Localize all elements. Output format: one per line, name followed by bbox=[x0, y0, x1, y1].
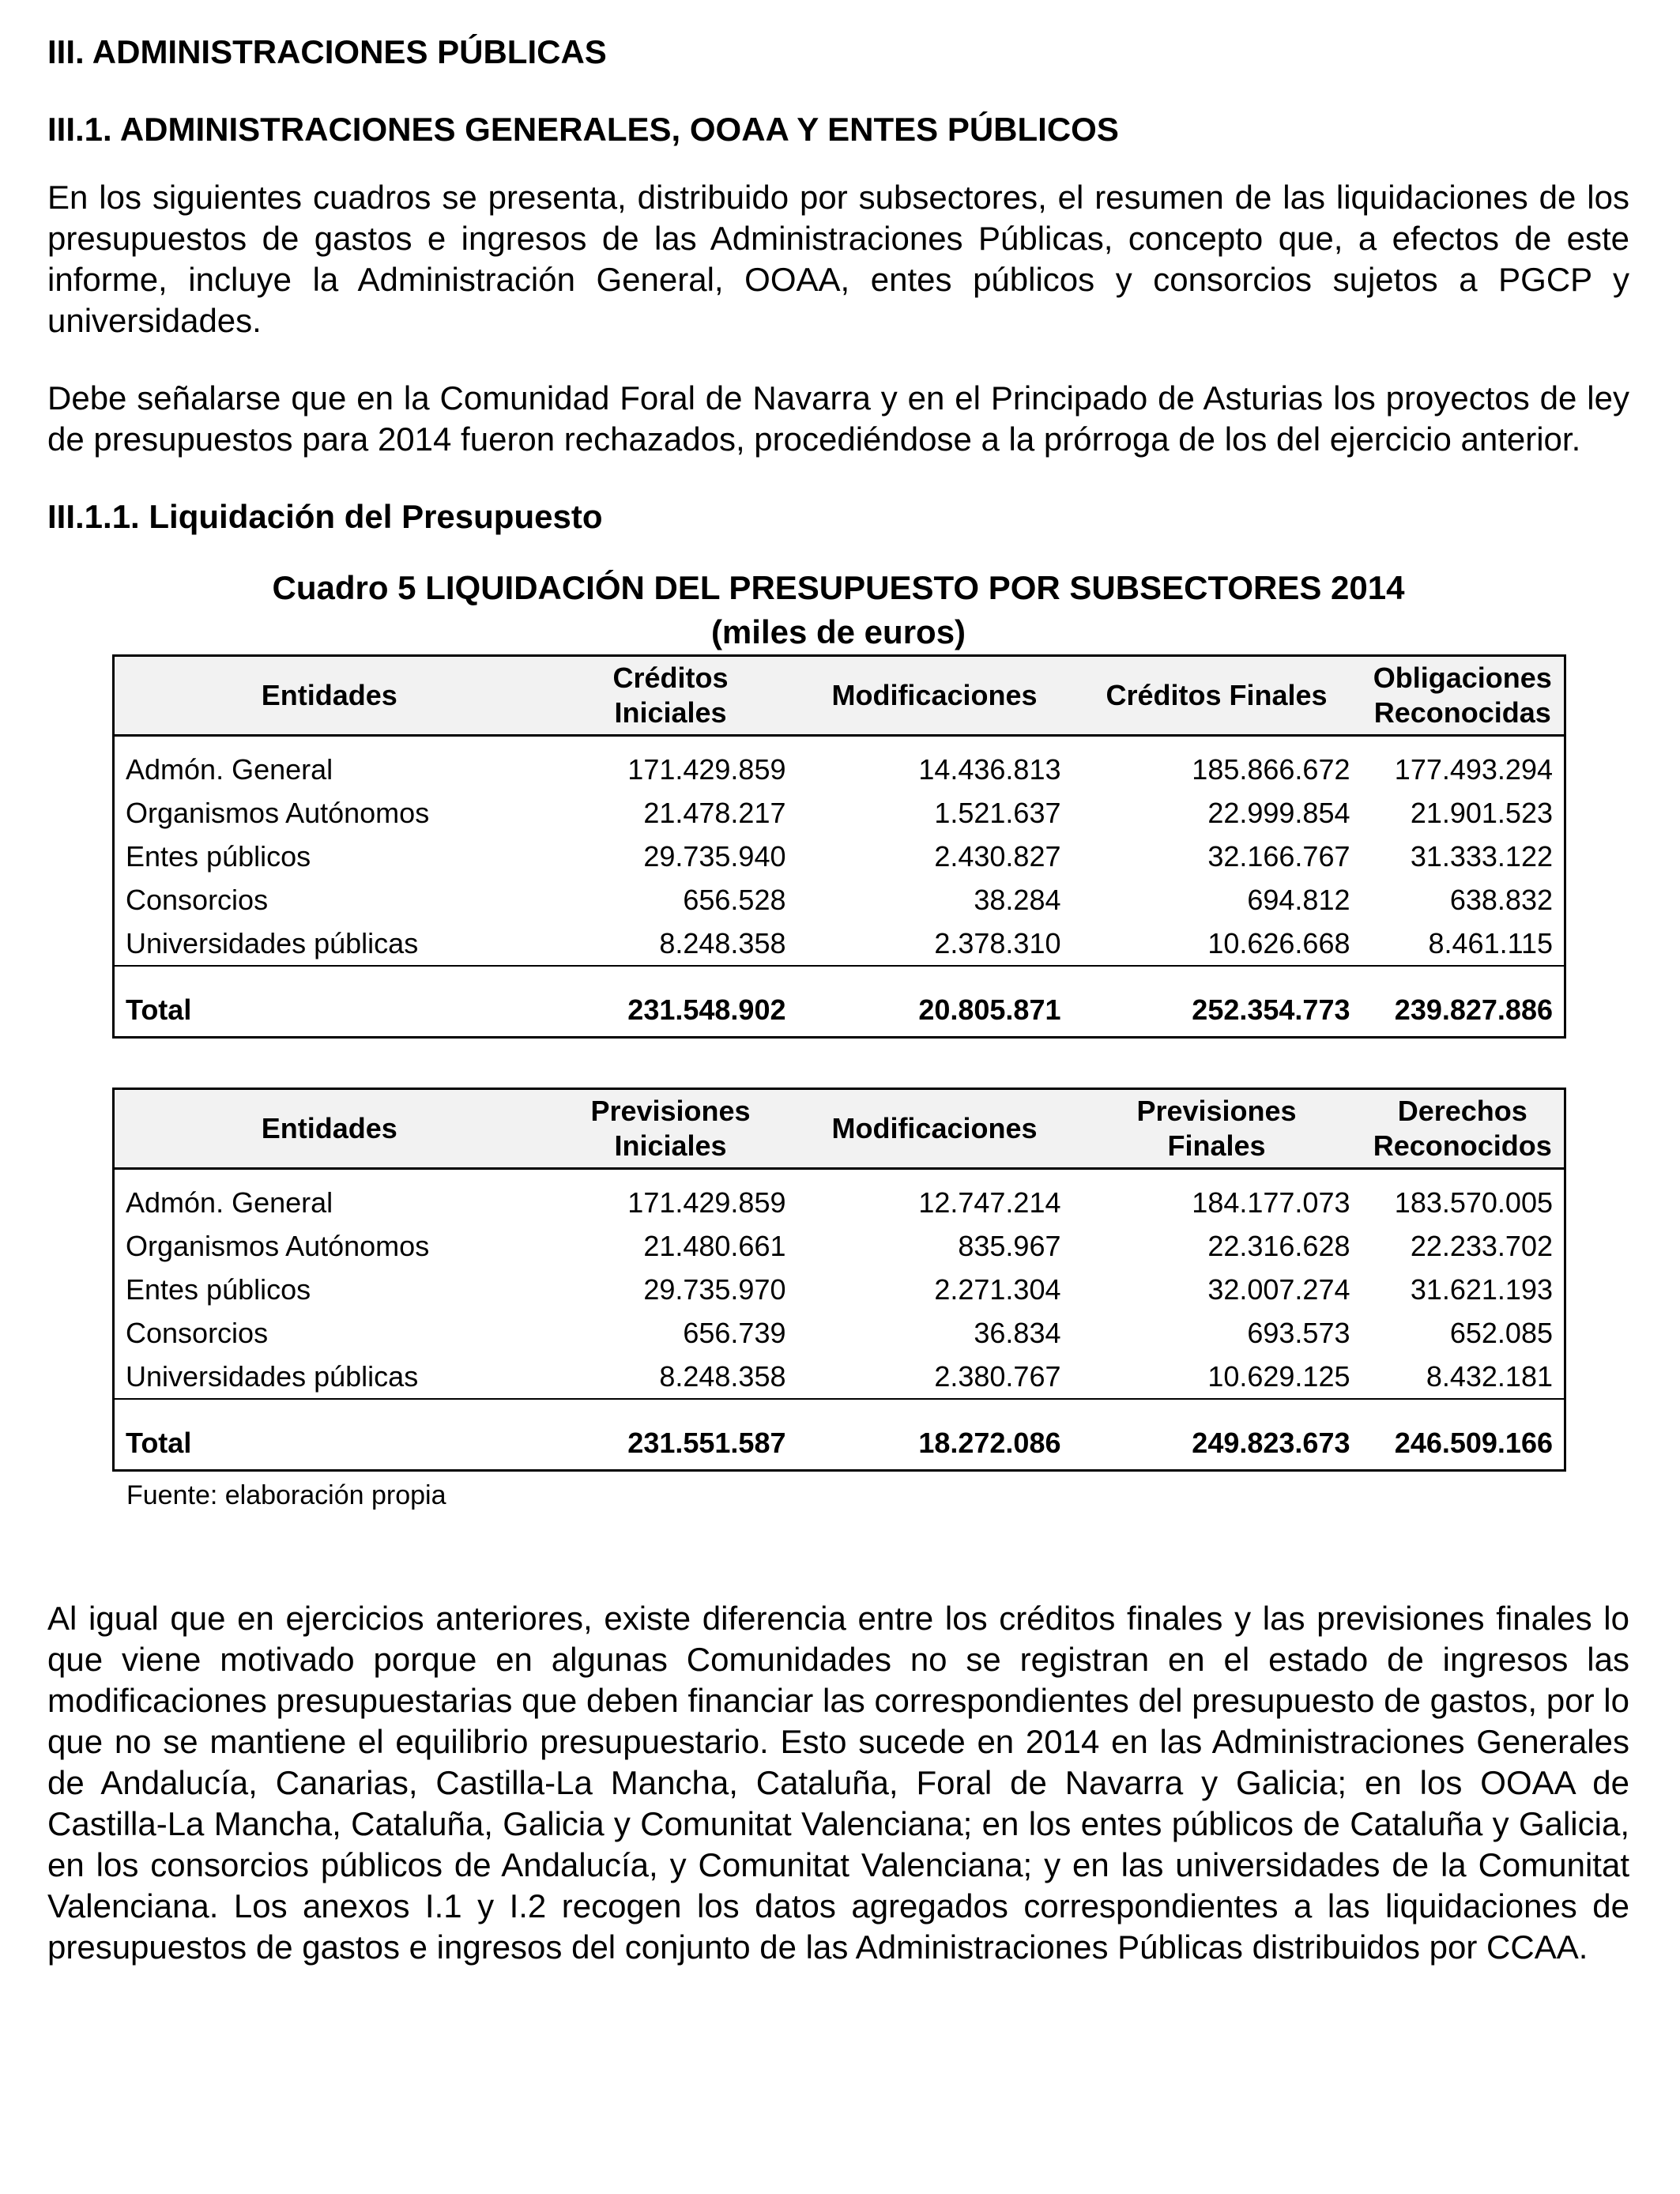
intro-paragraph: En los siguientes cuadros se presenta, distribuido por subsectores, el resumen de las liquidaciones de los presupuestos de gastos e ingresos de las Administraciones Públicas, concepto que, a efectos de este informe, incluye la Administración General, OOAA, entes públicos y consorcios sujetos a PGCP y universidades. bbox=[47, 179, 1629, 339]
cell-value: 36.834 bbox=[974, 1316, 1061, 1349]
cell-value: 38.284 bbox=[974, 883, 1061, 916]
header-line: Reconocidos bbox=[1373, 1129, 1552, 1162]
table-row bbox=[114, 922, 1565, 966]
row-label: Organismos Autónomos bbox=[126, 1229, 430, 1262]
cell-value: 29.735.970 bbox=[643, 1272, 786, 1306]
ingresos-table bbox=[112, 1088, 1566, 1472]
column-header-creditos-iniciales bbox=[544, 656, 797, 736]
cell-value: 835.967 bbox=[958, 1229, 1061, 1262]
table-row bbox=[114, 835, 1565, 878]
cell-value: 29.735.940 bbox=[643, 839, 786, 873]
cell-value: 8.461.115 bbox=[1428, 926, 1553, 959]
header-line: Reconocidas bbox=[1373, 696, 1551, 729]
cell-value: 10.626.668 bbox=[1207, 926, 1350, 959]
header-line: Obligaciones bbox=[1373, 662, 1552, 694]
cell-value: 31.621.193 bbox=[1410, 1272, 1553, 1306]
total-value: 231.548.902 bbox=[627, 993, 786, 1026]
total-value: 249.823.673 bbox=[1192, 1427, 1350, 1459]
cell-value: 8.248.358 bbox=[659, 1359, 786, 1393]
cell-value: 638.832 bbox=[1449, 883, 1553, 916]
total-divider bbox=[114, 966, 1565, 987]
table-header-row bbox=[114, 1089, 1565, 1169]
cell-value: 10.629.125 bbox=[1207, 1359, 1350, 1393]
document-page bbox=[47, 32, 1629, 2004]
cell-value: 21.480.661 bbox=[643, 1229, 786, 1262]
header-line: Previsiones bbox=[590, 1095, 751, 1127]
cell-value: 177.493.294 bbox=[1394, 752, 1553, 786]
column-header-obligaciones-reconocidas bbox=[1362, 656, 1565, 736]
cell-value: 14.436.813 bbox=[918, 752, 1061, 786]
cell-value: 171.429.859 bbox=[627, 1186, 786, 1219]
header-line: Créditos bbox=[612, 662, 729, 694]
total-value: 239.827.886 bbox=[1394, 993, 1553, 1026]
gastos-table-wrapper bbox=[112, 654, 1564, 1472]
section-heading: III. ADMINISTRACIONES PÚBLICAS bbox=[47, 33, 607, 70]
total-label: Total bbox=[126, 993, 192, 1026]
table-title: Cuadro 5 LIQUIDACIÓN DEL PRESUPUESTO POR SUBSECTORES 2014 bbox=[272, 569, 1405, 606]
cell-value: 8.248.358 bbox=[659, 926, 786, 959]
table-header-row bbox=[114, 656, 1565, 736]
table-source-note: Fuente: elaboración propia bbox=[126, 1480, 446, 1510]
total-value: 231.551.587 bbox=[627, 1427, 786, 1459]
row-label: Organismos Autónomos bbox=[126, 796, 430, 829]
total-row bbox=[114, 987, 1565, 1038]
header-line: Previsiones bbox=[1136, 1095, 1297, 1127]
column-header-entidades: Entidades bbox=[114, 656, 544, 736]
cell-value: 694.812 bbox=[1247, 883, 1350, 916]
cell-value: 8.432.181 bbox=[1426, 1359, 1553, 1393]
total-value: 18.272.086 bbox=[918, 1427, 1061, 1459]
navarra-asturias-paragraph: Debe señalarse que en la Comunidad Foral de Navarra y en el Principado de Asturias los proyectos de ley de presupuestos para 2014 fueron rechazados, procediéndose a la prórroga de los del ejercicio anterior. bbox=[47, 379, 1629, 458]
subsubsection-heading: III.1.1. Liquidación del Presupuesto bbox=[47, 498, 603, 535]
cell-value: 1.521.637 bbox=[934, 796, 1061, 829]
header-line: Finales bbox=[1167, 1129, 1266, 1162]
total-label: Total bbox=[126, 1427, 192, 1459]
table-row bbox=[114, 878, 1565, 922]
table-row bbox=[114, 736, 1565, 792]
table-row bbox=[114, 1355, 1565, 1399]
total-value: 20.805.871 bbox=[918, 993, 1061, 1026]
table-row bbox=[114, 1169, 1565, 1225]
row-label: Entes públicos bbox=[126, 839, 311, 873]
row-label: Universidades públicas bbox=[126, 1359, 419, 1393]
cell-value: 2.380.767 bbox=[934, 1359, 1061, 1393]
column-header-modificaciones: Modificaciones bbox=[797, 1089, 1072, 1169]
header-line: Derechos bbox=[1397, 1095, 1527, 1127]
cell-value: 656.739 bbox=[683, 1316, 786, 1349]
header-line: Iniciales bbox=[614, 1129, 727, 1162]
cell-value: 2.430.827 bbox=[934, 839, 1061, 873]
column-header-modificaciones: Modificaciones bbox=[797, 656, 1072, 736]
row-label: Consorcios bbox=[126, 883, 269, 916]
cell-value: 693.573 bbox=[1247, 1316, 1350, 1349]
total-value: 246.509.166 bbox=[1394, 1427, 1553, 1459]
cell-value: 31.333.122 bbox=[1410, 839, 1553, 873]
table-row bbox=[114, 1268, 1565, 1311]
subsection-heading: III.1. ADMINISTRACIONES GENERALES, OOAA Y ENTES PÚBLICOS bbox=[47, 111, 1119, 148]
cell-value: 21.901.523 bbox=[1410, 796, 1553, 829]
row-label: Admón. General bbox=[126, 1186, 333, 1219]
table-row bbox=[114, 1224, 1565, 1268]
cell-value: 21.478.217 bbox=[643, 796, 786, 829]
cell-value: 184.177.073 bbox=[1192, 1186, 1350, 1219]
gastos-table bbox=[112, 654, 1566, 1039]
table-units: (miles de euros) bbox=[710, 613, 966, 650]
cell-value: 185.866.672 bbox=[1192, 752, 1350, 786]
total-row bbox=[114, 1420, 1565, 1471]
column-header-previsiones-iniciales bbox=[544, 1089, 797, 1169]
cell-value: 32.007.274 bbox=[1207, 1272, 1350, 1306]
table-row bbox=[114, 791, 1565, 835]
table-gap bbox=[112, 1039, 1564, 1088]
cell-value: 652.085 bbox=[1449, 1316, 1553, 1349]
column-header-entidades: Entidades bbox=[114, 1089, 544, 1169]
cell-value: 22.999.854 bbox=[1207, 796, 1350, 829]
cell-value: 2.378.310 bbox=[934, 926, 1061, 959]
row-label: Consorcios bbox=[126, 1316, 269, 1349]
row-label: Admón. General bbox=[126, 752, 333, 786]
cell-value: 656.528 bbox=[683, 883, 786, 916]
row-label: Universidades públicas bbox=[126, 926, 419, 959]
column-header-previsiones-finales bbox=[1072, 1089, 1362, 1169]
cell-value: 12.747.214 bbox=[918, 1186, 1061, 1219]
cell-value: 22.316.628 bbox=[1207, 1229, 1350, 1262]
header-line: Iniciales bbox=[614, 696, 727, 729]
cell-value: 32.166.767 bbox=[1207, 839, 1350, 873]
column-header-derechos-reconocidos bbox=[1362, 1089, 1565, 1169]
cell-value: 22.233.702 bbox=[1410, 1229, 1553, 1262]
cell-value: 171.429.859 bbox=[627, 752, 786, 786]
cell-value: 183.570.005 bbox=[1394, 1186, 1553, 1219]
cell-value: 2.271.304 bbox=[934, 1272, 1061, 1306]
row-label: Entes públicos bbox=[126, 1272, 311, 1306]
differences-paragraph: Al igual que en ejercicios anteriores, existe diferencia entre los créditos finales y las previsiones finales lo que viene motivado porque en algunas Comunidades no se registran en el estado de ingresos las modificaciones presupuestarias que deben financiar las correspondientes del presupuesto de gastos, por lo que no se mantiene el equilibrio presupuestario. Esto sucede en 2014 en las Administraciones Generales de Andalucía, Canarias, Castilla-La Mancha, Cataluña, Foral de Navarra y Galicia; en los OOAA de Castilla-La Mancha, Cataluña, Galicia y Comunitat Valenciana; en los entes públicos de Cataluña y Galicia, en los consorcios públicos de Andalucía, y Comunitat Valenciana; y en las universidades de la Comunitat Valenciana. Los anexos I.1 y I.2 recogen los datos agregados correspondientes a las liquidaciones de presupuestos de gastos e ingresos del conjunto de las Administraciones Públicas distribuidos por CCAA. bbox=[47, 1600, 1629, 1966]
total-divider bbox=[114, 1399, 1565, 1420]
column-header-creditos-finales: Créditos Finales bbox=[1072, 656, 1362, 736]
table-row bbox=[114, 1311, 1565, 1355]
total-value: 252.354.773 bbox=[1192, 993, 1350, 1026]
